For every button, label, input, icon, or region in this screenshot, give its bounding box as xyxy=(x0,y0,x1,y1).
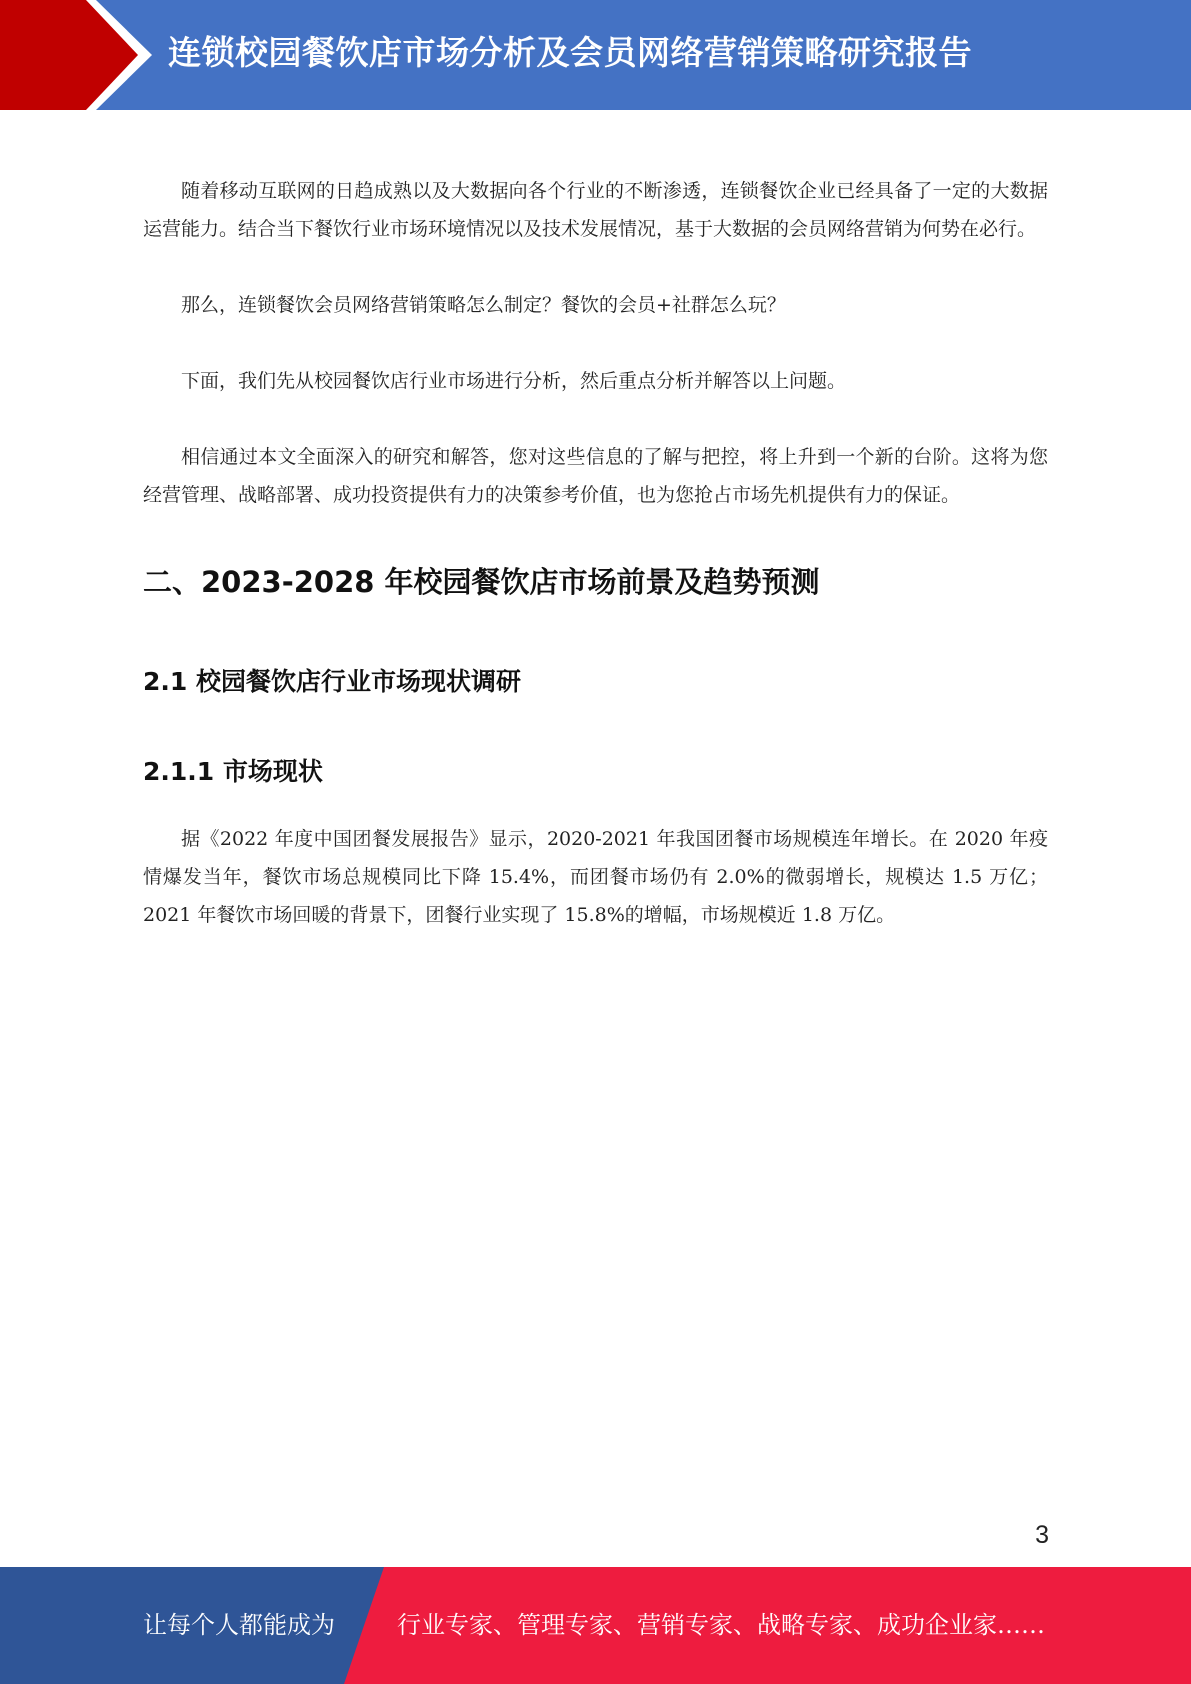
intro-paragraph-3: 下面，我们先从校园餐饮店行业市场进行分析，然后重点分析并解答以上问题。 xyxy=(181,370,847,392)
footer-slogan-right: 行业专家、管理专家、营销专家、战略专家、成功企业家…… xyxy=(397,1611,1045,1639)
header-banner xyxy=(0,0,1191,110)
footer-slogan-left: 让每个人都能成为 xyxy=(143,1611,335,1639)
report-title: 连锁校园餐饮店市场分析及会员网络营销策略研究报告 xyxy=(168,33,972,72)
subsection-heading: 2.1 校园餐饮店行业市场现状调研 xyxy=(143,667,521,696)
market-status-paragraph: 据《2022 年度中国团餐发展报告》显示，2020-2021 年我国团餐市场规模连年增长。在 2020 年疫情爆发当年，餐饮市场总规模同比下降 15.4%，而团餐市场仍有 2.0%的微弱增长，规模达 1.5 万亿；2021 年餐饮市场回暖的背景下，团餐行业实现了 15.8%的增幅，市场规模近 1.8 万亿。 xyxy=(143,828,1048,926)
chevron-red xyxy=(0,0,138,110)
intro-paragraph-1: 随着移动互联网的日趋成熟以及大数据向各个行业的不断渗透，连锁餐饮企业已经具备了一定的大数据运营能力。结合当下餐饮行业市场环境情况以及技术发展情况，基于大数据的会员网络营销为何势在必行。 xyxy=(143,180,1048,240)
page-number: 3 xyxy=(1035,1521,1049,1549)
intro-paragraph-2: 那么，连锁餐饮会员网络营销策略怎么制定？餐饮的会员+社群怎么玩？ xyxy=(181,294,786,316)
intro-paragraph-4: 相信通过本文全面深入的研究和解答，您对这些信息的了解与把控，将上升到一个新的台阶。这将为您经营管理、战略部署、成功投资提供有力的决策参考价值，也为您抢占市场先机提供有力的保证。 xyxy=(143,446,1048,506)
subsubsection-heading: 2.1.1 市场现状 xyxy=(143,757,323,786)
header-chevron-graphic xyxy=(0,0,160,110)
footer-banner xyxy=(0,1567,1191,1684)
document-body xyxy=(143,172,1048,934)
section-heading: 二、2023-2028 年校园餐饮店市场前景及趋势预测 xyxy=(143,565,820,599)
